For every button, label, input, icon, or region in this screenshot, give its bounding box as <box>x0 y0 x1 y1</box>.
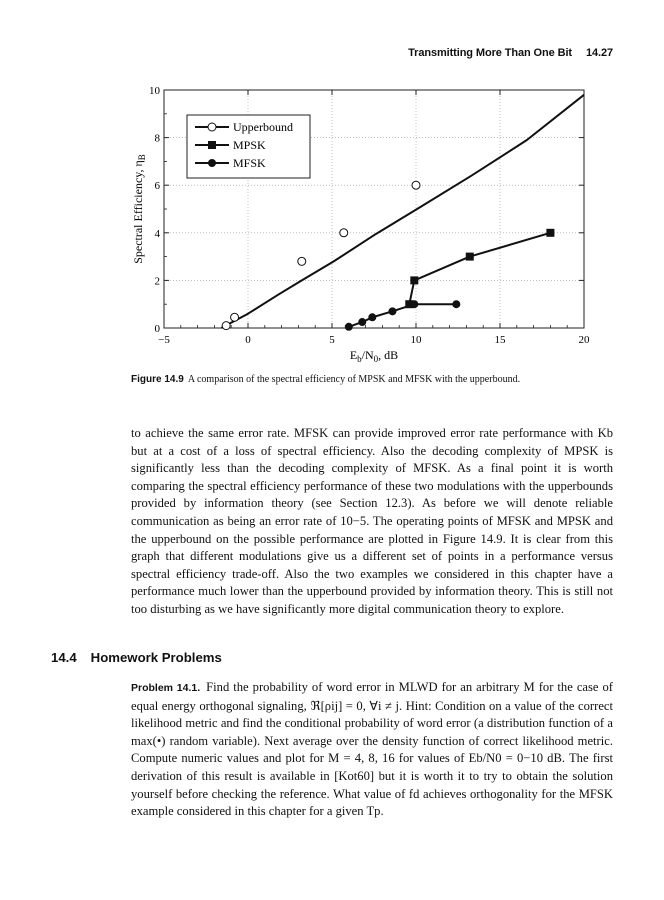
point-upperbound <box>222 322 230 330</box>
point-mpsk <box>546 229 554 237</box>
legend-label-mfsk: MFSK <box>233 156 266 170</box>
point-upperbound <box>231 313 239 321</box>
legend-marker-upperbound <box>208 123 216 131</box>
problem-label: Problem 14.1. <box>131 682 201 694</box>
running-title: Transmitting More Than One Bit <box>408 47 572 59</box>
x-tick-label: 5 <box>329 334 335 346</box>
y-tick-label: 4 <box>154 227 160 240</box>
y-tick-label: 6 <box>154 180 160 193</box>
x-tick-label: 0 <box>245 334 251 346</box>
y-tick-label: 2 <box>154 275 160 288</box>
body-paragraph: to achieve the same error rate. MFSK can provide improved error rate performance with Kb but at a cost of a loss of spectral efficiency. Also the decoding complexity of MPSK is significantly less than the decoding complexity of MFSK. As a final point it is worth comparing the spectral efficiency performance of these two modulations with the upperbounds provided by information theory (see Section 12.3). As before we will denote reliable communication as being an error rate of 10−5. The operating points of MFSK and MPSK and the upperbound on the possible performance are plotted in Figure 14.9. It is clear from this graph that different modulations give us a different set of points in a performance versus spectral efficiency trade-off. Also the two examples we considered in this chapter have a performance much lower than the upperbound provided by information theory. This is still not too disturbing as we have significantly more digital communication theory to explore. <box>131 426 613 616</box>
page-number: 14.27 <box>585 47 613 59</box>
figure-caption <box>131 373 631 386</box>
x-tick-label: 20 <box>578 334 590 346</box>
running-head <box>0 47 613 59</box>
section-number: 14.4 <box>51 650 77 665</box>
point-mfsk <box>388 307 396 315</box>
point-upperbound <box>298 257 306 265</box>
point-mfsk <box>345 323 353 331</box>
x-axis-label: $E_b/N_0$, dB <box>349 348 399 364</box>
y-axis-label: Spectral Efficiency, $\eta_B$ <box>131 154 147 264</box>
legend-label-mpsk: MPSK <box>233 138 266 152</box>
legend-label-upperbound: Upperbound <box>233 120 293 134</box>
point-mfsk <box>410 300 418 308</box>
y-tick-label: 10 <box>149 85 160 97</box>
series-line-mpsk <box>409 233 550 304</box>
figure-caption-text: A comparison of the spectral efficiency of MPSK and MFSK with the upperbound. <box>187 374 521 385</box>
legend-marker-mpsk <box>208 141 216 149</box>
y-tick-label: 0 <box>154 323 160 335</box>
x-tick-label: −5 <box>158 334 170 346</box>
section-heading <box>51 650 222 665</box>
point-mpsk <box>466 253 474 261</box>
point-upperbound <box>412 181 420 189</box>
point-upperbound <box>340 229 348 237</box>
point-mfsk <box>358 318 366 326</box>
x-tick-label: 15 <box>494 334 506 346</box>
point-mfsk <box>368 313 376 321</box>
point-mpsk <box>410 276 418 284</box>
x-tick-label: 10 <box>410 334 422 346</box>
legend <box>187 115 310 178</box>
point-mfsk <box>452 300 460 308</box>
problem-paragraph <box>131 679 613 821</box>
y-tick-label: 8 <box>154 132 160 145</box>
figure-label: Figure 14.9 <box>131 374 184 385</box>
spectral-efficiency-chart <box>0 80 664 370</box>
problem-text: Find the probability of word error in MLWD for an arbitrary M for the case of equal energy orthogonal signaling, ℜ[ρij] = 0, ∀i ≠ j. Hint: Condition on a value of the correct likelihood metric and find the conditional probability of word error (a distribution function of a max(•) random variable). Next average over the density function of correct likelihood metric. Compute numeric values and plot for M = 4, 8, 16 for values of Eb/N0 = 0−10 dB. The first derivation of this result is available in [Kot60] but it is worth it to try to obtain the solution yourself before checking the reference. What value of fd achieves orthogonality for the MFSK example considered in this chapter for a given Tp. <box>131 680 614 819</box>
legend-marker-mfsk <box>208 159 216 167</box>
section-title: Homework Problems <box>90 650 222 665</box>
